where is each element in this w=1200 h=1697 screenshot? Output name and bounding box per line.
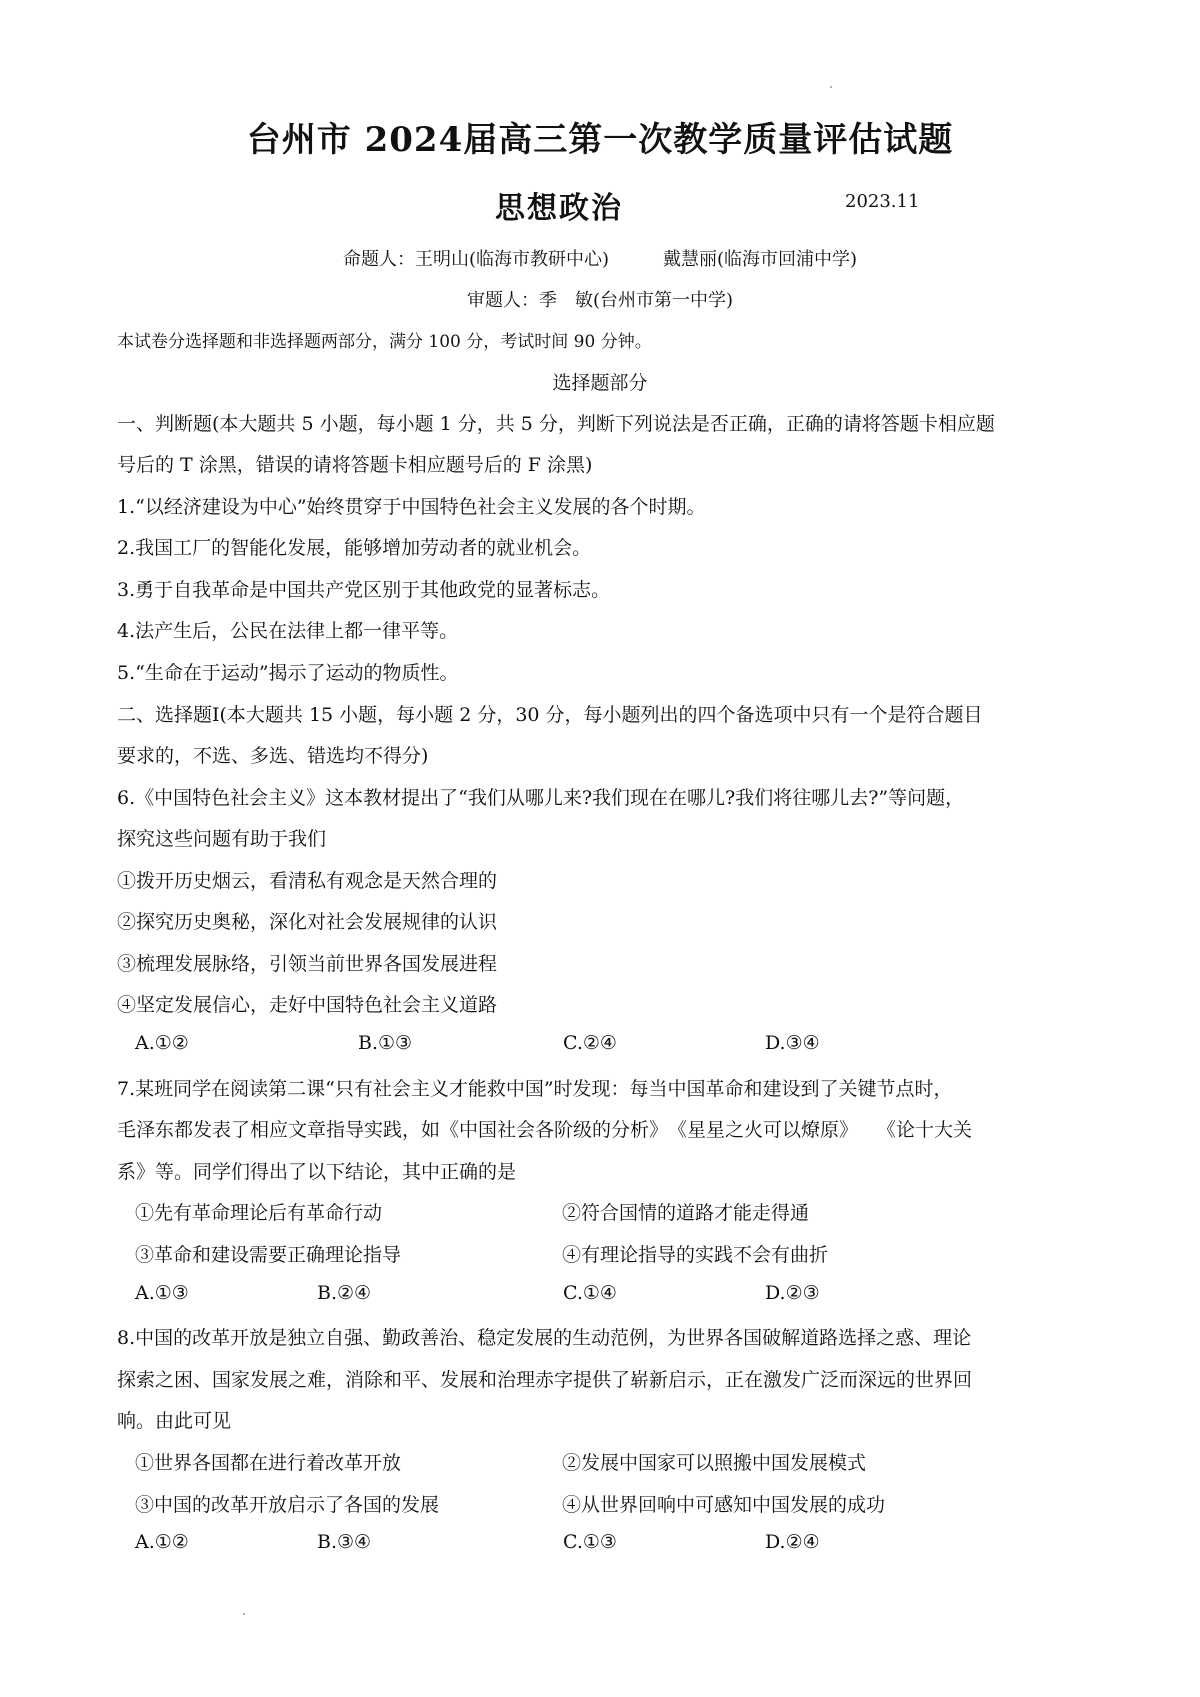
part2-instructions-line2: 要求的，不选、多选、错选均不得分) (117, 745, 429, 767)
q7-option-a: A.①③ (135, 1282, 189, 1304)
q7-stem: 7.某班同学在阅读第二课“只有社会主义才能救中国”时发现：每当中国革命和建设到了关键节点时， (117, 1078, 953, 1100)
q8-stem: 探索之困、国家发展之难，消除和平、发展和治理赤字提供了崭新启示，正在激发广泛而深远的世界回 (117, 1369, 973, 1391)
q6-item: ②探究历史奥秘，深化对社会发展规律的认识 (117, 911, 498, 933)
part1-instructions-line2: 号后的 T 涂黑，错误的请将答题卡相应题号后的 F 涂黑) (117, 454, 593, 476)
judgment-item: 5.“生命在于运动”揭示了运动的物质性。 (117, 662, 459, 684)
q8-item: ④从世界回响中可感知中国发展的成功 (562, 1494, 886, 1516)
judgment-item: 4.法产生后，公民在法律上都一律平等。 (117, 620, 459, 642)
q7-item: ①先有革命理论后有革命行动 (135, 1202, 383, 1224)
q6-option-d: D.③④ (765, 1032, 820, 1054)
q7-option-b: B.②④ (317, 1282, 372, 1304)
part2-instructions-line1: 二、选择题Ⅰ(本大题共 15 小题，每小题 2 分，30 分，每小题列出的四个备选项中只有一个是符合题目 (117, 704, 983, 726)
authors-line: 命题人：王明山(临海市教研中心) 戴慧丽(临海市回浦中学) (342, 249, 858, 270)
q7-item: ④有理论指导的实践不会有曲折 (562, 1244, 829, 1266)
q8-item: ①世界各国都在进行着改革开放 (135, 1452, 402, 1474)
q6-item: ③梳理发展脉络，引领当前世界各国发展进程 (117, 953, 498, 975)
subject-title: 思想政治 (495, 191, 623, 226)
q8-item: ③中国的改革开放启示了各国的发展 (135, 1494, 440, 1516)
q7-stem: 系》等。同学们得出了以下结论，其中正确的是 (117, 1161, 517, 1183)
q8-stem: 响。由此可见 (117, 1410, 232, 1432)
exam-intro: 本试卷分选择题和非选择题两部分，满分 100 分，考试时间 90 分钟。 (117, 332, 652, 352)
q6-option-c: C.②④ (563, 1032, 617, 1054)
judgment-item: 3.勇于自我革命是中国共产党区别于其他政党的显著标志。 (117, 579, 611, 601)
q6-item: ④坚定发展信心，走好中国特色社会主义道路 (117, 994, 498, 1016)
q8-option-d: D.②④ (765, 1531, 820, 1553)
subtitle-row (0, 183, 1200, 226)
q8-option-b: B.③④ (317, 1531, 372, 1553)
q6-option-b: B.①③ (358, 1032, 413, 1054)
q8-stem: 8.中国的改革开放是独立自强、勤政善治、稳定发展的生动范例，为世界各国破解道路选择之惑、理论 (117, 1327, 972, 1349)
q7-item: ③革命和建设需要正确理论指导 (135, 1244, 402, 1266)
q6-option-a: A.①② (135, 1032, 189, 1054)
judgment-item: 1.“以经济建设为中心”始终贯穿于中国特色社会主义发展的各个时期。 (117, 496, 706, 518)
q7-option-c: C.①④ (563, 1282, 617, 1304)
q7-item: ②符合国情的道路才能走得通 (562, 1202, 810, 1224)
q7-option-d: D.②③ (765, 1282, 820, 1304)
reviewer-line: 审题人：季 敏(台州市第一中学) (466, 290, 734, 311)
scan-speck (243, 1613, 245, 1615)
q6-item: ①拨开历史烟云，看清私有观念是天然合理的 (117, 870, 498, 892)
q7-stem: 毛泽东都发表了相应文章指导实践，如《中国社会各阶级的分析》 《星星之火可以燎原》 《论十大关 (117, 1119, 973, 1141)
exam-date: 2023.11 (845, 191, 920, 212)
q8-option-c: C.①③ (563, 1531, 617, 1553)
judgment-item: 2.我国工厂的智能化发展，能够增加劳动者的就业机会。 (117, 537, 592, 559)
page-title: 台州市 2024届高三第一次教学质量评估试题 (246, 120, 954, 160)
section-heading: 选择题部分 (552, 372, 648, 394)
part1-instructions-line1: 一、判断题(本大题共 5 小题，每小题 1 分，共 5 分，判断下列说法是否正确，正确的请将答题卡相应题 (117, 413, 995, 435)
q8-item: ②发展中国家可以照搬中国发展模式 (562, 1452, 867, 1474)
q6-stem: 探究这些问题有助于我们 (117, 828, 327, 850)
q8-option-a: A.①② (135, 1531, 189, 1553)
q6-stem: 6.《中国特色社会主义》这本教材提出了“我们从哪儿来?我们现在在哪儿?我们将往哪儿去?”等问题， (117, 787, 965, 809)
scan-speck (830, 86, 832, 88)
